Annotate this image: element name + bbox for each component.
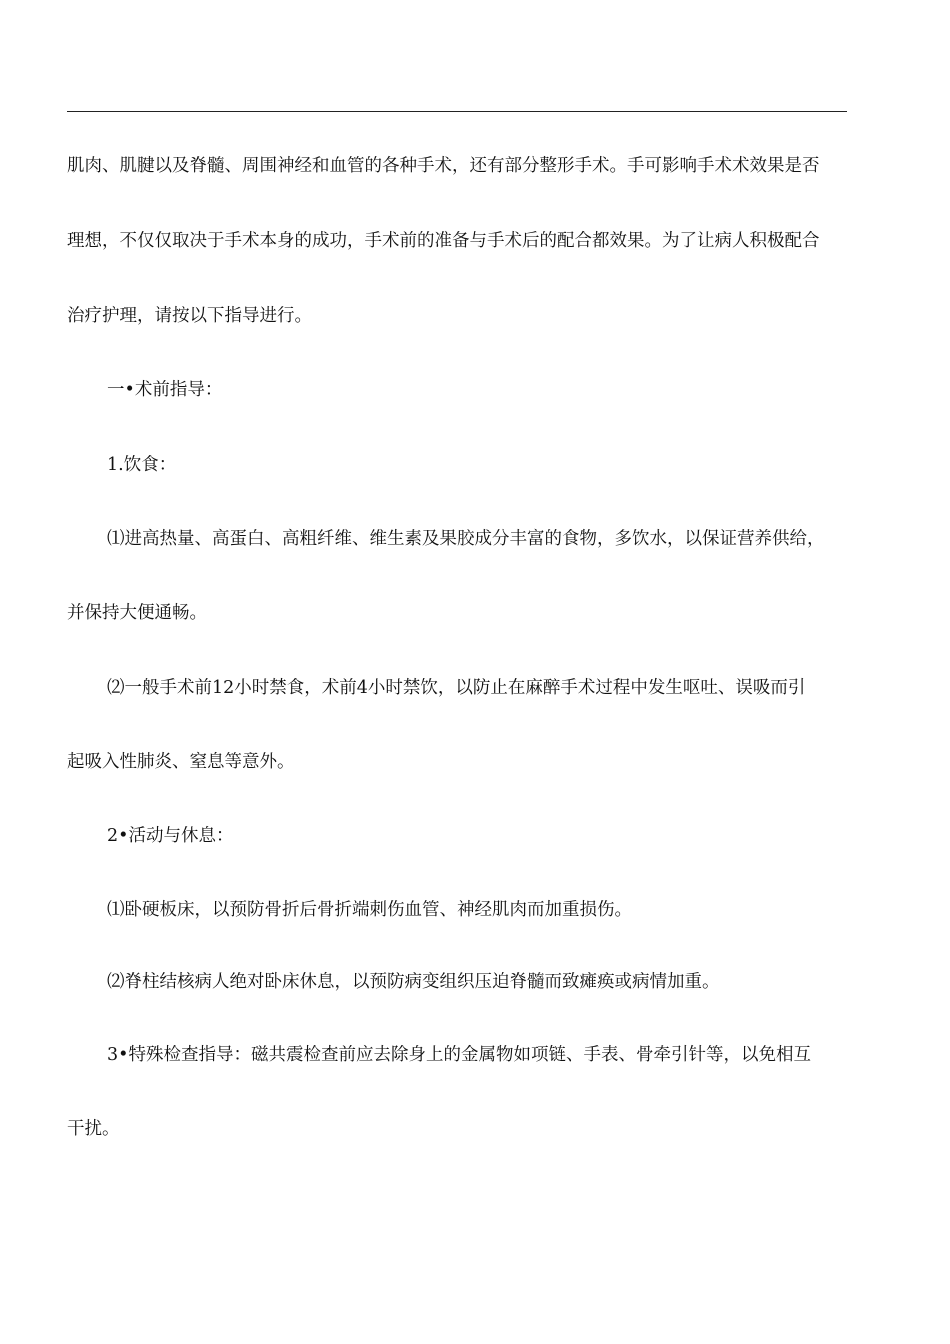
activity-item-1: ⑴卧硬板床，以预防骨折后骨折端刺伤血管、神经肌肉而加重损伤。 [107,900,632,920]
diet-item-2-line-1: ⑵一般手术前12小时禁食，术前4小时禁饮，以防止在麻醉手术过程中发生呕吐、误吸而引 [107,678,806,698]
paragraph-intro-line-3: 治疗护理，请按以下指导进行。 [67,306,312,326]
paragraph-intro-line-2: 理想，不仅仅取决于手术本身的成功，手术前的准备与手术后的配合都效果。为了让病人积极配合 [67,231,820,251]
section-heading-preop: 一•术前指导： [107,380,223,400]
header-rule [67,111,847,112]
special-exam-line-2: 干扰。 [67,1119,120,1139]
paragraph-intro-line-1: 肌肉、肌腱以及脊髓、周围神经和血管的各种手术，还有部分整形手术。手可影响手术术效果是否 [67,156,820,176]
activity-item-2: ⑵脊柱结核病人绝对卧床休息，以预防病变组织压迫脊髓而致瘫痪或病情加重。 [107,972,720,992]
diet-item-1-line-2: 并保持大便通畅。 [67,603,207,623]
diet-item-2-line-2: 起吸入性肺炎、窒息等意外。 [67,752,295,772]
diet-item-1-line-1: ⑴进高热量、高蛋白、高粗纤维、维生素及果胶成分丰富的食物，多饮水，以保证营养供给， [107,529,825,549]
subheading-activity-rest: 2•活动与休息： [107,826,234,846]
special-exam-line-1: 3•特殊检查指导：磁共震检查前应去除身上的金属物如项链、手表、骨牵引针等，以免相互 [107,1045,811,1065]
subheading-diet: 1.饮食： [107,455,177,475]
